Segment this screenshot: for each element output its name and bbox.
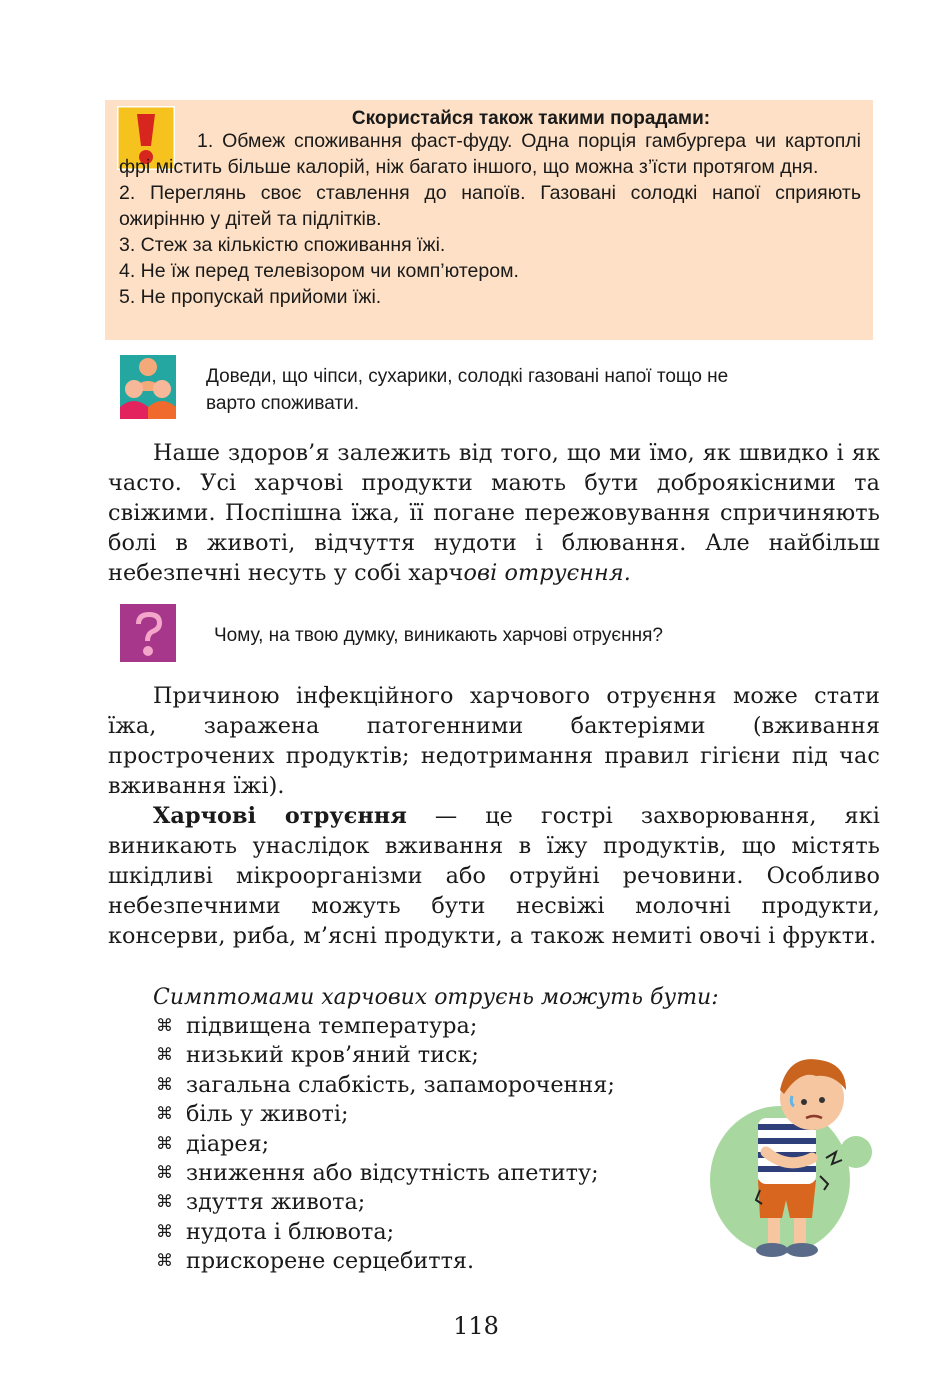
paragraph-food-health: Наше здоров’я залежить від того, що ми їмо, як швидко і як часто. Усі харчові продукти мають бути доброякісними та свіжими. Поспішна їжа, її погане пережовування спричиняють болі в животі, відчуття нудоти і блювання. Але найбільш небезпечні несуть у собі харчові отруєння. <box>108 440 880 586</box>
bullet-icon: ⌘ <box>156 1074 173 1095</box>
tips-title: Скористайся також такими порадами: <box>351 108 711 129</box>
tip-item: 5. Не пропускай прийоми їжі. <box>119 286 382 308</box>
bullet-icon: ⌘ <box>156 1162 173 1183</box>
tip-item: 3. Стеж за кількістю споживання їжі. <box>119 234 446 256</box>
tip-item: 4. Не їж перед телевізором чи комп’ютером. <box>119 260 519 282</box>
bullet-icon: ⌘ <box>156 1251 173 1272</box>
sick-boy-illustration <box>708 1040 878 1260</box>
list-item: ⌘ нудота і блювота; <box>152 1218 615 1247</box>
bullet-icon: ⌘ <box>156 1221 173 1242</box>
paragraph-definition: Харчові отруєння — це гострі захворювання, які виникають унаслідок вживання в їжу продуктів, що містять шкідливі мікроорганізми або отруйні речовини. Особливо небезпечними можуть бути несвіжі молочні продукти, консерви, риба, м’ясні продукти, а також немиті овочі і фрукти. <box>108 803 880 949</box>
group-task-text: Доведи, що чіпси, сухарики, солодкі газовані напої тощо не варто споживати. <box>206 366 729 414</box>
bullet-icon: ⌘ <box>156 1104 173 1125</box>
bullet-icon: ⌘ <box>156 1192 173 1213</box>
list-item: ⌘ зниження або відсутність апетиту; <box>152 1159 615 1188</box>
bullet-icon: ⌘ <box>156 1133 173 1154</box>
list-item: ⌘ низький кров’яний тиск; <box>152 1041 615 1070</box>
question-text: Чому, на твою думку, виникають харчові отруєння? <box>214 625 663 646</box>
question-task <box>120 604 840 664</box>
paragraph-infection-cause: Причиною інфекційного харчового отруєння може стати їжа, заражена патогенними бактеріями (вживання прострочених продуктів; недотримання правил гігієни під час вживання їжі). <box>108 683 880 799</box>
question-icon <box>120 604 176 662</box>
list-item: ⌘ прискорене серцебиття. <box>152 1247 615 1276</box>
tip-item: 1. Обмеж споживання фаст-фуду. Одна порція гамбургера чи картоплі фрі містить більше калорій, ніж багато іншого, що можна з’їсти протягом дня. <box>119 130 861 178</box>
tip-item: 2. Переглянь своє ставлення до напоїв. Газовані солодкі напої сприяють ожирінню у дітей та підлітків. <box>119 182 861 230</box>
list-item: ⌘ діарея; <box>152 1130 615 1159</box>
list-item: ⌘ здуття живота; <box>152 1188 615 1217</box>
bullet-icon: ⌘ <box>156 1016 173 1036</box>
term-food-poisoning: Харчові отруєння <box>153 803 407 829</box>
symptoms-title: Симптомами харчових отруєнь можуть бути: <box>153 985 719 1010</box>
list-item: ⌘ підвищена температура; <box>152 1012 615 1041</box>
group-work-icon <box>120 355 176 419</box>
group-task <box>120 355 840 421</box>
list-item: ⌘ біль у животі; <box>152 1100 615 1129</box>
page-number: 118 <box>453 1312 499 1340</box>
list-item: ⌘ загальна слабкість, запаморочення; <box>152 1071 615 1100</box>
tips-box <box>105 100 873 340</box>
bullet-icon: ⌘ <box>156 1045 173 1066</box>
symptom-list <box>152 1012 615 1277</box>
tips-list <box>119 128 861 310</box>
